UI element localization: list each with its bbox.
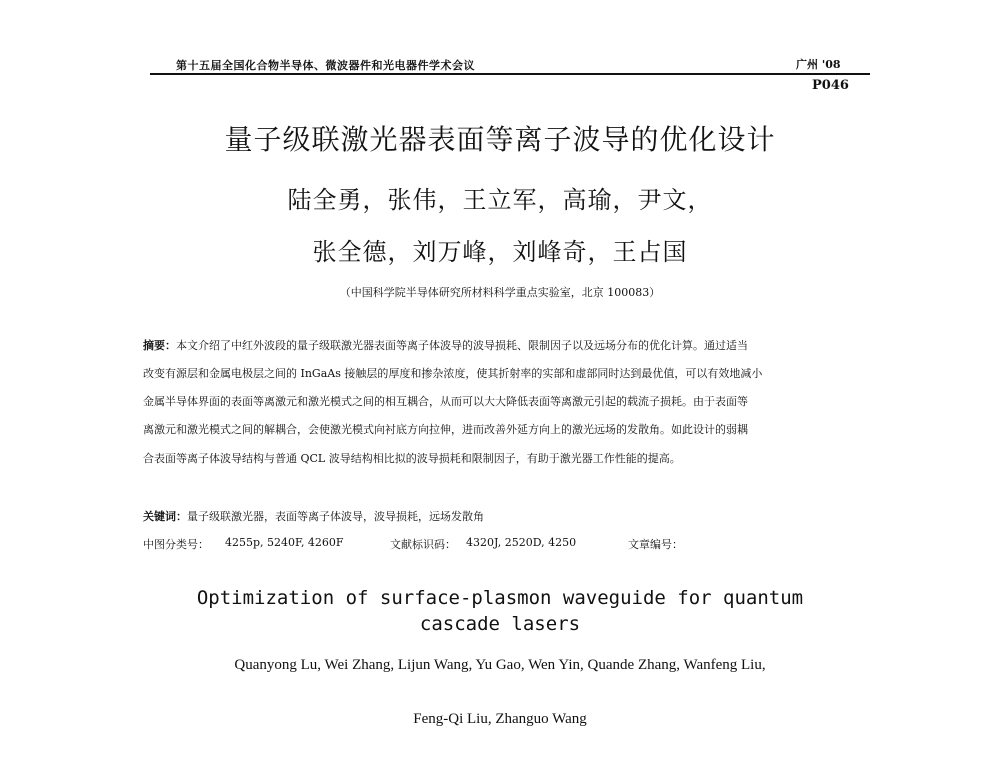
doc-label: 文献标识码： <box>390 538 456 551</box>
clc-label: 中图分类号： <box>143 538 209 551</box>
keywords-label: 关键词： <box>143 510 187 523</box>
authors-chinese-line-1: 陆全勇，张伟，王立军，高瑜，尹文， <box>287 186 713 214</box>
doc-value: 4320J, 2520D, 4250 <box>466 536 577 549</box>
abstract-label: 摘要： <box>143 339 176 352</box>
authors-chinese-line-2: 张全德，刘万峰，刘峰奇，王占国 <box>312 238 688 266</box>
title-chinese: 量子级联激光器表面等离子波导的优化设计 <box>224 123 776 156</box>
classification-line <box>143 536 843 552</box>
article-label: 文章编号： <box>628 538 683 551</box>
abstract-line-3: 金属半导体界面的表面等离激元和激光模式之间的相互耦合，从而可以大大降低表面等离激元引起的载流子损耗。由于表面等 <box>143 395 748 408</box>
title-english-line-2: cascade lasers <box>419 613 581 635</box>
location-year: 广州 '08 <box>796 58 841 71</box>
abstract-text: 本文介绍了中红外波段的量子级联激光器表面等离子体波导的波导损耗、限制因子以及远场分布的优化计算。通过适当 <box>176 339 748 352</box>
header-rule <box>150 73 870 75</box>
abstract-line-1 <box>143 337 748 353</box>
affiliation-chinese: （中国科学院半导体研究所材料科学重点实验室，北京 100083） <box>339 286 661 299</box>
authors-english-line-2: Feng-Qi Liu, Zhanguo Wang <box>413 711 587 727</box>
abstract-line-5: 合表面等离子体波导结构与普通 QCL 波导结构相比拟的波导损耗和限制因子，有助于激光器工作性能的提高。 <box>143 452 681 465</box>
keywords <box>143 508 484 524</box>
keywords-text: 量子级联激光器，表面等离子体波导，波导损耗，远场发散角 <box>187 510 484 523</box>
clc-value: 4255p, 5240F, 4260F <box>225 536 344 549</box>
abstract-line-2: 改变有源层和金属电极层之间的 InGaAs 接触层的厚度和掺杂浓度，使其折射率的实部和虚部同时达到最优值，可以有效地减小 <box>143 367 763 380</box>
conference-header: 第十五届全国化合物半导体、微波器件和光电器件学术会议 <box>176 59 475 72</box>
title-english <box>0 585 1000 637</box>
paper-id: P046 <box>812 78 849 93</box>
authors-english-line-1: Quanyong Lu, Wei Zhang, Lijun Wang, Yu Gao, Wen Yin, Quande Zhang, Wanfeng Liu, <box>234 657 766 673</box>
title-english-line-1: Optimization of surface-plasmon waveguide for quantum <box>196 587 804 609</box>
abstract-line-4: 离激元和激光模式之间的解耦合，会使激光模式向衬底方向拉伸，进而改善外延方向上的激光远场的发散角。如此设计的弱耦 <box>143 423 748 436</box>
